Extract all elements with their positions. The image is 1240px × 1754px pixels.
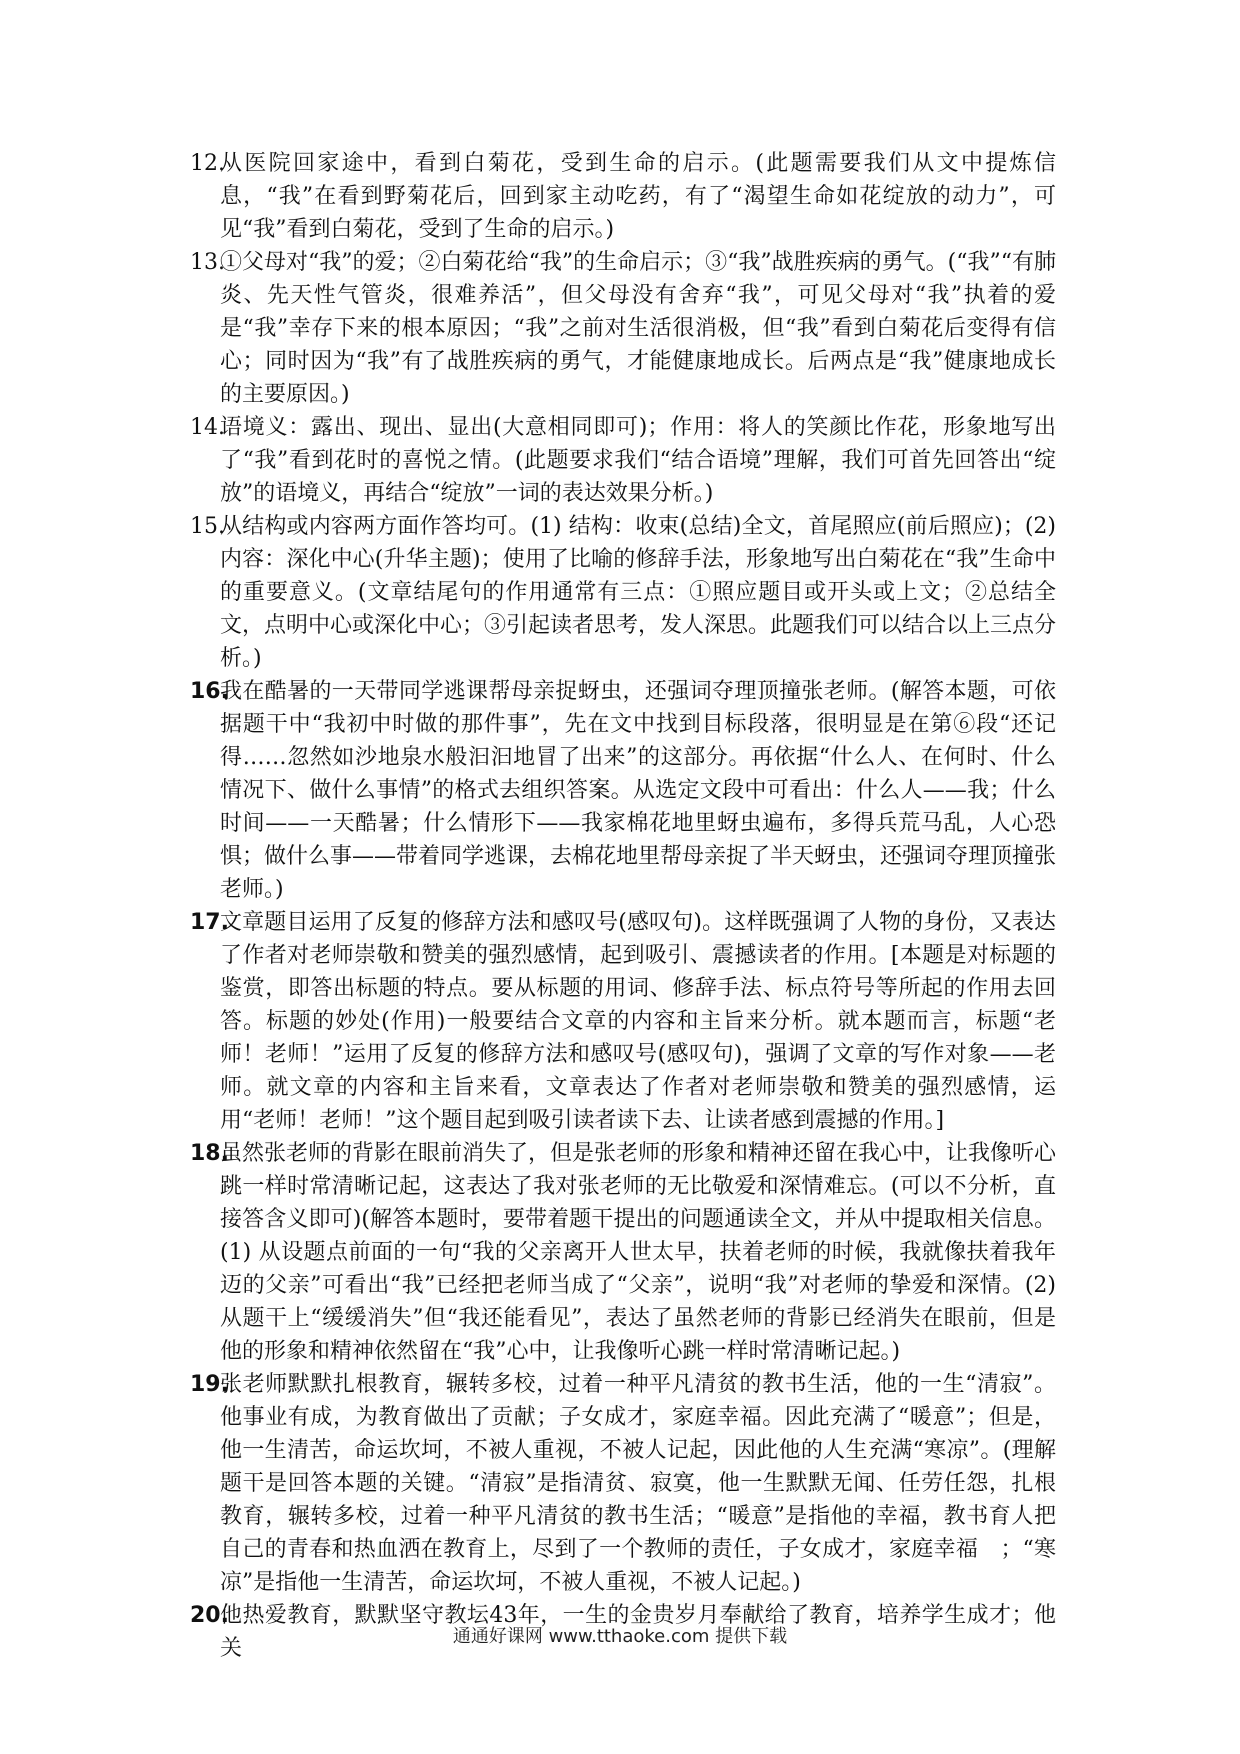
- answer-item: [190, 411, 1056, 510]
- answer-number: 19.: [190, 1372, 229, 1397]
- answer-text: ①父母对“我”的爱；②白菊花给“我”的生命启示；③“我”战胜疾病的勇气。(“我”“有肺炎、先天性气管炎，很难养活”，但父母没有舍弃“我”，可见父母对“我”执着的爱是“我”幸存下来的根本原因；“我”之前对生活很消极，但“我”看到白菊花后变得有信心；同时因为“我”有了战胜疾病的勇气，才能健康地成长。后两点是“我”健康地成长的主要原因。): [220, 250, 1056, 407]
- answer-list: [190, 147, 1056, 1665]
- footer-download-note: 通通好课网 www.tthaoke.com 提供下载: [452, 1626, 788, 1647]
- answer-text: 他热爱教育，默默坚守教坛43年，一生的金贵岁月奉献给了教育，培养学生成才；他关: [220, 1603, 1056, 1661]
- answer-number: 17.: [190, 910, 229, 935]
- answer-number: 13.: [190, 250, 225, 275]
- answer-item: [190, 1368, 1056, 1599]
- answer-item: [190, 906, 1056, 1137]
- answer-number: 12.: [190, 151, 225, 176]
- answer-text: 文章题目运用了反复的修辞方法和感叹号(感叹句)。这样既强调了人物的身份，又表达了作者对老师崇敬和赞美的强烈感情，起到吸引、震撼读者的作用。[本题是对标题的鉴赏，即答出标题的特点。要从标题的用词、修辞手法、标点符号等所起的作用去回答。标题的妙处(作用)一般要结合文章的内容和主旨来分析。就本题而言，标题“老师！老师！”运用了反复的修辞方法和感叹号(感叹句)，强调了文章的写作对象——老师。就文章的内容和主旨来看，文章表达了作者对老师崇敬和赞美的强烈感情，运用“老师！老师！”这个题目起到吸引读者读下去、让读者感到震撼的作用。]: [220, 910, 1056, 1133]
- answer-item: [190, 510, 1056, 675]
- answer-text: 语境义：露出、现出、显出(大意相同即可)；作用：将人的笑颜比作花，形象地写出了“我”看到花时的喜悦之情。(此题要求我们“结合语境”理解，我们可首先回答出“绽放”的语境义，再结合“绽放”一词的表达效果分析。): [220, 415, 1056, 506]
- answer-text: 虽然张老师的背影在眼前消失了，但是张老师的形象和精神还留在我心中，让我像听心跳一样时常清晰记起，这表达了我对张老师的无比敬爱和深情难忘。(可以不分析，直接答含义即可)(解答本题时，要带着题干提出的问题通读全文，并从中提取相关信息。(1) 从设题点前面的一句“我的父亲离开人世太早，扶着老师的时候，我就像扶着我年迈的父亲”可看出“我”已经把老师当成了“父亲”，说明“我”对老师的挚爱和深情。(2) 从题干上“缓缓消失”但“我还能看见”，表达了虽然老师的背影已经消失在眼前，但是他的形象和精神依然留在“我”心中，让我像听心跳一样时常清晰记起。): [220, 1141, 1057, 1364]
- answer-item: [190, 147, 1056, 246]
- answer-item: [190, 1137, 1056, 1368]
- answer-number: 14.: [190, 415, 225, 440]
- answer-text: 从结构或内容两方面作答均可。(1) 结构：收束(总结)全文，首尾照应(前后照应)；(2) 内容：深化中心(升华主题)；使用了比喻的修辞手法，形象地写出白菊花在“我”生命中的重要意义。(文章结尾句的作用通常有三点：①照应题目或开头或上文；②总结全文，点明中心或深化中心；③引起读者思考，发人深思。此题我们可以结合以上三点分析。): [220, 514, 1057, 671]
- answer-number: 20.: [190, 1603, 229, 1628]
- answer-item: [190, 246, 1056, 411]
- answer-number: 16.: [190, 679, 229, 704]
- answer-number: 18.: [190, 1141, 229, 1166]
- answer-item: [190, 675, 1056, 906]
- answer-text: 我在酷暑的一天带同学逃课帮母亲捉蚜虫，还强词夺理顶撞张老师。(解答本题，可依据题干中“我初中时做的那件事”，先在文中找到目标段落，很明显是在第⑥段“还记得……忽然如沙地泉水般汩汩地冒了出来”的这部分。再依据“什么人、在何时、什么情况下、做什么事情”的格式去组织答案。从选定文段中可看出：什么人——我；什么时间——一天酷暑；什么情形下——我家棉花地里蚜虫遍布，多得兵荒马乱，人心恐惧；做什么事——带着同学逃课，去棉花地里帮母亲捉了半天蚜虫，还强词夺理顶撞张老师。): [220, 679, 1057, 902]
- answer-text: 张老师默默扎根教育，辗转多校，过着一种平凡清贫的教书生活，他的一生“清寂”。他事业有成，为教育做出了贡献；子女成才，家庭幸福。因此充满了“暖意”；但是，他一生清苦，命运坎坷，不被人重视，不被人记起，因此他的人生充满“寒凉”。(理解题干是回答本题的关键。“清寂”是指清贫、寂寞，他一生默默无闻、任劳任怨，扎根教育，辗转多校，过着一种平凡清贫的教书生活；“暖意”是指他的幸福，教书育人把自己的青春和热血洒在教育上，尽到了一个教师的责任，子女成才，家庭幸福 ；“寒凉”是指他一生清苦，命运坎坷，不被人重视，不被人记起。): [220, 1372, 1056, 1595]
- answer-text: 从医院回家途中，看到白菊花，受到生命的启示。(此题需要我们从文中提炼信息，“我”在看到野菊花后，回到家主动吃药，有了“渴望生命如花绽放的动力”，可见“我”看到白菊花，受到了生命的启示。): [220, 151, 1056, 242]
- answer-number: 15.: [190, 514, 225, 539]
